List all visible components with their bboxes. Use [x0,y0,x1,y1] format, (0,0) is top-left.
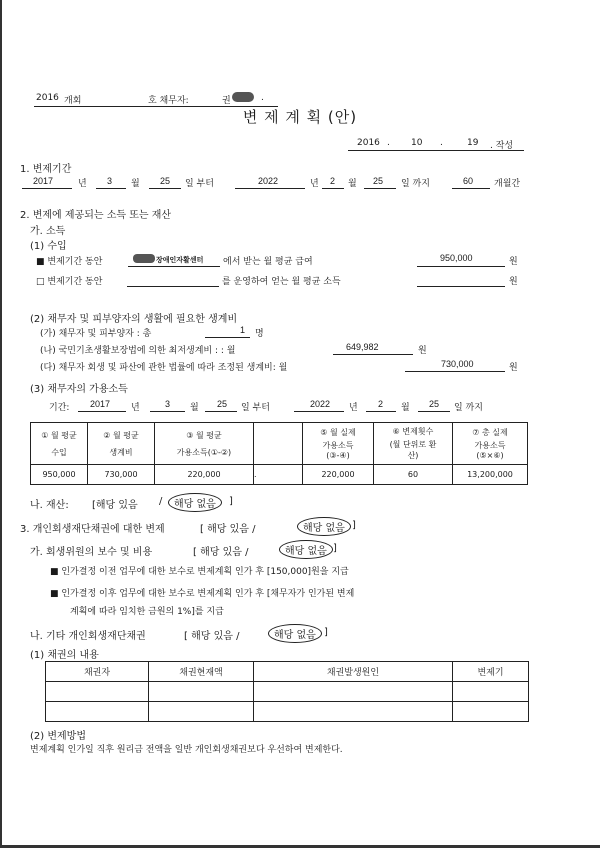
s2-na2: (나) 국민기초생활보장법에 의한 최저생계비 : : 월 [40,346,236,356]
p-to-label: 일 까지 [454,403,483,413]
cell-empty [149,682,254,702]
s2-employer: 장애인자활센터 [156,256,204,264]
s3-heading: 3. 개인회생재단채권에 대한 변제 [20,524,165,535]
claims-header [46,662,529,682]
s3-ga-opt: [ 해당 있음 / [193,547,249,558]
col-cause: 채권발생원인 [254,662,453,682]
s2-ga: 가. 소득 [30,226,66,237]
date-suffix: . 작성 [490,141,514,151]
s1-day2-line [364,188,396,189]
s2-dependents: 1 [240,325,246,335]
debtor-name: 권 [222,96,231,106]
s3-c2: (2) 변제방법 [30,731,86,742]
table-row [31,465,528,485]
p-day1: 25 [217,399,228,409]
redaction-blot [232,92,254,102]
s1-from-label: 일 부터 [185,179,214,189]
s2-salary-line [417,266,505,267]
s2-income-blank [417,286,505,287]
s3-na-opt: [ 해당 있음 / [184,631,240,642]
cell-empty [149,702,254,722]
page-title: 변 제 계 획 (안) [242,108,358,126]
s3-bullet1: ■ 인가결정 이전 업무에 대한 보수로 변제계획 인가 후 [150,000]원을 지급 [50,567,349,577]
s2-salary: 950,000 [440,253,473,263]
s1-year1: 2017 [33,176,54,186]
s1-year2-line [235,188,305,189]
p-month1: 3 [165,399,171,409]
cell-available: 220,000 [155,465,254,485]
s3-no-circled: 해당 없음 [297,517,351,536]
p-year2-line [294,411,344,412]
s2-suip: (1) 수입 [30,241,67,252]
th-total: ⑦ 총 실제 가용소득 (⑤×⑥) [453,423,528,465]
s3-close: ] [352,520,356,531]
s2-yes: [해당 있음 [92,500,138,511]
s3-ga: 가. 회생위원의 보수 및 비용 [30,547,153,558]
th-income: ① 월 평균 수입 [31,423,88,465]
s2-min-living-line [333,354,413,355]
s1-heading: 1. 변제기간 [20,164,72,175]
col-due: 변제기 [453,662,529,682]
header-dot: . [261,93,264,103]
col-creditor: 채권자 [46,662,149,682]
s3-na-close: ] [324,627,328,638]
s2-close: ] [229,496,233,507]
s3-ga-no-circled: 해당 없음 [279,540,333,559]
p-year1-line [78,411,126,412]
cell-empty [453,682,529,702]
s2-no-circled: 해당 없음 [168,493,222,512]
p-year1-label: 년 [131,403,140,413]
p-from-label: 일 부터 [241,403,270,413]
s2-adjusted: 730,000 [441,359,474,369]
date-sep2: . [440,138,443,148]
cell-living: 730,000 [88,465,155,485]
p-month2: 2 [378,399,384,409]
s2-won1: 원 [509,257,518,267]
s1-months: 60 [463,176,474,186]
th-actual: ⑤ 월 실제 가용소득 (③-④) [303,423,374,465]
s2-slash: / [159,496,163,507]
s2-dependents-line [205,337,250,338]
th-available: ③ 월 평균 가용소득(①-②) [155,423,254,465]
date-month: 10 [411,138,423,148]
p-year2: 2022 [310,399,331,409]
s1-month1-line [96,188,126,189]
s1-day1-line [149,188,181,189]
cell-empty [46,702,149,722]
col-amount: 채권현재액 [149,662,254,682]
s1-months-line [452,188,490,189]
th-count: ⑥ 변제횟수 (월 단위로 환 산) [374,423,453,465]
s3-bullet2b: 계획에 따라 임치한 금원의 1%]를 지급 [70,607,224,617]
s3-na-no-circled: 해당 없음 [268,624,322,643]
s2-won4: 원 [509,363,518,373]
p-year1: 2017 [90,399,111,409]
s2-sub3: (3) 채무자의 가용소득 [30,384,128,395]
cell-blank: . [254,465,303,485]
p-day2-line [418,411,450,412]
header-court: 개회 [64,96,82,106]
s1-to-label: 일 까지 [401,179,430,189]
period-label: 기간: [49,403,70,413]
cell-empty [254,702,453,722]
s3-bullet2: ■ 인가결정 이후 업무에 대한 보수로 변제계획 인가 후 [채무자가 인가된 변제 [50,589,355,599]
p-month2-label: 월 [401,403,410,413]
s1-year2-label: 년 [310,179,319,189]
scan-edge-left [0,0,2,848]
date-underline [348,150,524,151]
s1-year2: 2022 [258,176,279,186]
s2-heading: 2. 변제에 제공되는 소득 또는 재산 [20,210,172,221]
s2-ga2: (가) 채무자 및 피부양자 : 총 [40,329,152,339]
income-table-header [31,423,528,465]
s1-month2-line [322,188,344,189]
cell-empty [46,682,149,702]
s2-adjusted-line [405,371,505,372]
s2-na: 나. 재산: [30,500,69,511]
p-month2-line [366,411,396,412]
s2-line2-blank [127,286,219,287]
s1-month1: 3 [107,176,113,186]
s3-na: 나. 기타 개인회생재단채권 [30,631,146,642]
s2-da2: (다) 채무자 회생 및 파산에 관한 법률에 따라 조정된 생계비: 월 [40,363,288,373]
s2-myeong: 명 [255,329,264,339]
s1-months-label: 개월간 [494,179,521,189]
table-row [46,702,529,722]
s2-won3: 원 [418,346,427,356]
claims-table [45,661,529,722]
s1-month2-label: 월 [348,179,357,189]
s1-year1-line [22,188,72,189]
s3-c1: (1) 채권의 내용 [30,650,99,661]
th-living: ② 월 평균 생계비 [88,423,155,465]
s1-month-label: 월 [131,179,140,189]
s2-sub2: (2) 채무자 및 피부양자의 생활에 필요한 생계비 [30,314,238,325]
s1-month2: 2 [330,176,336,186]
s2-line1-post: 에서 받는 월 평균 급여 [223,257,313,267]
date-day: 19 [467,138,479,148]
p-month1-line [150,411,185,412]
s1-day1: 25 [160,176,171,186]
s2-min-living: 649,982 [346,342,379,352]
s3-opt: [ 해당 있음 / [200,524,256,535]
s1-year-label: 년 [78,179,87,189]
cell-income: 950,000 [31,465,88,485]
s3-ga-close: ] [333,543,337,554]
date-sep1: . [387,138,390,148]
cell-count: 60 [374,465,453,485]
cell-total: 13,200,000 [453,465,528,485]
s3-method: 변제계획 인가일 직후 원리금 전액을 일반 개인회생채권보다 우선하여 변제한다. [30,745,343,755]
s2-line2-pre: □ 변제기간 동안 [36,277,103,287]
table-row [46,682,529,702]
th-blank [254,423,303,465]
employer-redaction [133,254,155,263]
date-year: 2016 [357,138,380,148]
p-day1-line [205,411,237,412]
header-case: 호 채무자: [148,96,189,106]
cell-empty [453,702,529,722]
s2-employer-line [128,266,220,267]
s2-line1-pre: ■ 변제기간 동안 [36,257,103,267]
p-day2: 25 [429,399,440,409]
cell-empty [254,682,453,702]
header-year: 2016 [36,93,59,103]
p-month1-label: 월 [190,403,199,413]
s2-won2: 원 [509,277,518,287]
p-year2-label: 년 [349,403,358,413]
s1-day2: 25 [373,176,384,186]
income-table [30,422,528,485]
s2-line2-post: 를 운영하여 얻는 월 평균 소득 [222,277,341,287]
cell-actual: 220,000 [303,465,374,485]
